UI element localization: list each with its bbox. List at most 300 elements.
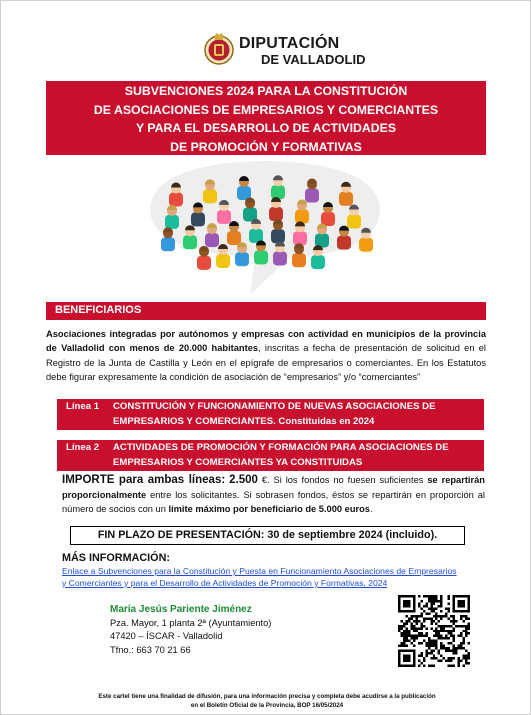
importe-text-3: entre los solicitantes. Si sobrasen fondos, éstos se repartirán en proporción al número de socios con un — [62, 489, 485, 515]
qr-module — [398, 595, 400, 597]
qr-module — [463, 615, 465, 617]
qr-module — [458, 605, 460, 607]
deadline-box: FIN PLAZO DE PRESENTACIÓN: 30 de septiembre 2024 (incluido). — [70, 526, 465, 545]
qr-module — [420, 627, 422, 629]
qr-module — [440, 627, 442, 629]
qr-module — [453, 630, 455, 632]
qr-module — [468, 600, 470, 602]
qr-module — [398, 602, 400, 604]
qr-module — [463, 595, 465, 597]
qr-module — [398, 605, 400, 607]
qr-module — [415, 620, 417, 622]
importe-text-5: . — [369, 504, 373, 515]
qr-module — [403, 622, 405, 624]
qr-module — [405, 615, 407, 617]
qr-module — [468, 622, 470, 624]
qr-module — [430, 605, 432, 607]
qr-module — [438, 620, 440, 622]
qr-module — [410, 637, 412, 639]
qr-module — [453, 607, 455, 609]
contact-block — [110, 603, 271, 657]
qr-module — [465, 595, 467, 597]
qr-module — [403, 642, 405, 644]
qr-module — [438, 600, 440, 602]
title-line: SUBVENCIONES 2024 PARA LA CONSTITUCIÓN — [124, 84, 408, 98]
qr-module — [435, 622, 437, 624]
beneficiarios-heading: BENEFICIARIOS — [55, 304, 142, 316]
qr-module — [398, 657, 400, 659]
qr-module — [448, 642, 450, 644]
qr-module — [443, 637, 445, 639]
qr-module — [405, 665, 407, 667]
qr-module — [413, 657, 415, 659]
qr-module — [410, 627, 412, 629]
contact-address-1: Pza. Mayor, 1 planta 2ª (Ayuntamiento) — [110, 617, 272, 628]
qr-module — [423, 635, 425, 637]
qr-module — [425, 627, 427, 629]
more-info-heading: MÁS INFORMACIÓN: — [62, 552, 170, 564]
footer-line-2: en el Boletín Oficial de la Provincia, BOP 16/05/2024 — [190, 701, 344, 709]
qr-module — [420, 655, 422, 657]
qr-module — [405, 640, 407, 642]
qr-module — [425, 617, 427, 619]
qr-module — [408, 602, 410, 604]
qr-module — [430, 595, 432, 597]
qr-module — [423, 657, 425, 659]
qr-module — [440, 660, 442, 662]
qr-module — [463, 637, 465, 639]
logo-line-2: DE VALLADOLID — [261, 52, 366, 67]
qr-module — [465, 657, 467, 659]
qr-module — [453, 620, 455, 622]
qr-module — [398, 662, 400, 664]
qr-module — [435, 632, 437, 634]
qr-module — [440, 610, 442, 612]
qr-module — [433, 620, 435, 622]
qr-module — [430, 642, 432, 644]
qr-module — [403, 655, 405, 657]
qr-module — [405, 650, 407, 652]
qr-module — [433, 600, 435, 602]
qr-module — [420, 662, 422, 664]
qr-module — [440, 615, 442, 617]
qr-module — [453, 602, 455, 604]
qr-module — [440, 637, 442, 639]
qr-module — [405, 655, 407, 657]
person-shirt — [271, 185, 285, 199]
person-shirt — [197, 256, 211, 270]
qr-module — [440, 602, 442, 604]
qr-module — [445, 612, 447, 614]
qr-module — [438, 652, 440, 654]
qr-module — [408, 657, 410, 659]
qr-module — [460, 632, 462, 634]
qr-module — [450, 635, 452, 637]
qr-module — [408, 660, 410, 662]
qr-module — [440, 600, 442, 602]
qr-module — [433, 645, 435, 647]
qr-module — [468, 657, 470, 659]
qr-module — [405, 645, 407, 647]
qr-module — [468, 607, 470, 609]
qr-module — [455, 647, 457, 649]
qr-module — [418, 627, 420, 629]
qr-module — [455, 610, 457, 612]
person-shirt — [269, 207, 283, 221]
importe-text — [62, 473, 485, 517]
qr-module — [398, 597, 400, 599]
qr-module — [443, 647, 445, 649]
qr-module — [413, 602, 415, 604]
qr-module — [433, 615, 435, 617]
qr-module — [448, 660, 450, 662]
qr-module — [453, 635, 455, 637]
qr-module — [413, 652, 415, 654]
qr-module — [448, 630, 450, 632]
qr-module — [435, 635, 437, 637]
qr-module — [453, 645, 455, 647]
qr-module — [433, 642, 435, 644]
qr-module — [413, 645, 415, 647]
qr-module — [410, 615, 412, 617]
qr-module — [435, 657, 437, 659]
qr-module — [423, 660, 425, 662]
qr-module — [420, 625, 422, 627]
qr-module — [400, 610, 402, 612]
qr-module — [435, 615, 437, 617]
beneficiarios-rest: , inscritas a fecha de presentación de solicitud en el Registro de la Junta de Castilla y León en el epígrafe de empresarios o comerciantes. En los Estatutos debe figurar expresamente la condición de asociación de “empresarios” y/o “comerciantes” — [46, 343, 486, 382]
qr-module — [453, 665, 455, 667]
qr-module — [465, 625, 467, 627]
qr-module — [425, 612, 427, 614]
qr-module — [428, 645, 430, 647]
qr-module — [445, 635, 447, 637]
title-line: DE PROMOCIÓN Y FORMATIVAS — [170, 139, 362, 154]
qr-module — [408, 665, 410, 667]
qr-module — [403, 645, 405, 647]
person-shirt — [311, 255, 325, 269]
qr-module — [460, 660, 462, 662]
qr-module — [398, 665, 400, 667]
qr-module — [440, 625, 442, 627]
qr-module — [458, 610, 460, 612]
qr-module — [440, 635, 442, 637]
qr-module — [468, 655, 470, 657]
qr-module — [413, 605, 415, 607]
qr-module — [460, 642, 462, 644]
qr-module — [428, 647, 430, 649]
person-shirt — [227, 231, 241, 245]
person-shirt — [217, 210, 231, 224]
contact-phone: Tfno.: 663 70 21 66 — [110, 644, 191, 655]
qr-module — [458, 602, 460, 604]
qr-module — [430, 627, 432, 629]
qr-module — [465, 650, 467, 652]
qr-module — [453, 657, 455, 659]
qr-module — [435, 630, 437, 632]
qr-module — [430, 657, 432, 659]
qr-module — [410, 635, 412, 637]
qr-module — [408, 640, 410, 642]
qr-module — [465, 615, 467, 617]
qr-module — [440, 645, 442, 647]
qr-module — [408, 605, 410, 607]
qr-module — [458, 625, 460, 627]
qr-module — [433, 607, 435, 609]
beneficiarios-heading-bar — [46, 302, 486, 320]
person-shirt — [161, 237, 175, 251]
qr-module — [425, 605, 427, 607]
qr-module — [450, 642, 452, 644]
qr-module — [465, 627, 467, 629]
qr-module — [428, 637, 430, 639]
qr-module — [430, 640, 432, 642]
qr-module — [433, 602, 435, 604]
qr-module — [440, 597, 442, 599]
qr-module — [415, 637, 417, 639]
qr-module — [433, 640, 435, 642]
qr-module — [405, 632, 407, 634]
qr-module — [433, 665, 435, 667]
qr-module — [463, 640, 465, 642]
qr-module — [423, 610, 425, 612]
qr-module — [408, 632, 410, 634]
qr-module — [405, 622, 407, 624]
qr-module — [398, 645, 400, 647]
qr-module — [398, 607, 400, 609]
qr-module — [463, 610, 465, 612]
qr-module — [430, 607, 432, 609]
person-shirt — [305, 189, 319, 203]
main-title — [46, 81, 486, 155]
importe-text-1: €. Si los fondos no fuesen suficientes — [257, 475, 428, 485]
qr-module — [438, 625, 440, 627]
qr-module — [433, 635, 435, 637]
qr-module — [413, 637, 415, 639]
qr-module — [428, 595, 430, 597]
qr-module — [448, 595, 450, 597]
qr-module — [410, 650, 412, 652]
qr-module — [453, 627, 455, 629]
qr-module — [423, 595, 425, 597]
qr-module — [468, 597, 470, 599]
qr-module — [433, 610, 435, 612]
qr-module — [430, 622, 432, 624]
qr-module — [463, 600, 465, 602]
qr-module — [410, 642, 412, 644]
person-shirt — [191, 212, 205, 226]
person-shirt — [216, 254, 230, 268]
qr-module — [465, 617, 467, 619]
qr-module — [468, 662, 470, 664]
qr-code-icon[interactable] — [398, 595, 470, 667]
qr-module — [398, 655, 400, 657]
qr-module — [463, 630, 465, 632]
qr-module — [418, 595, 420, 597]
qr-module — [463, 620, 465, 622]
qr-module — [418, 660, 420, 662]
qr-module — [448, 632, 450, 634]
qr-module — [453, 605, 455, 607]
qr-module — [433, 595, 435, 597]
qr-module — [413, 597, 415, 599]
qr-module — [403, 660, 405, 662]
qr-module — [448, 602, 450, 604]
qr-module — [460, 610, 462, 612]
qr-module — [413, 610, 415, 612]
qr-module — [425, 655, 427, 657]
qr-module — [445, 647, 447, 649]
qr-module — [465, 632, 467, 634]
qr-module — [440, 642, 442, 644]
qr-module — [468, 632, 470, 634]
qr-module — [415, 622, 417, 624]
qr-module — [408, 620, 410, 622]
qr-module — [413, 640, 415, 642]
qr-module — [430, 600, 432, 602]
qr-module — [398, 652, 400, 654]
qr-module — [435, 597, 437, 599]
qr-module — [413, 650, 415, 652]
qr-module — [413, 655, 415, 657]
qr-module — [415, 615, 417, 617]
qr-module — [415, 630, 417, 632]
qr-module — [415, 627, 417, 629]
qr-module — [413, 662, 415, 664]
qr-module — [443, 645, 445, 647]
qr-module — [455, 620, 457, 622]
qr-module — [410, 595, 412, 597]
qr-module — [450, 615, 452, 617]
qr-module — [418, 632, 420, 634]
qr-module — [443, 625, 445, 627]
qr-module — [460, 635, 462, 637]
qr-module — [448, 647, 450, 649]
qr-module — [450, 665, 452, 667]
qr-module — [435, 607, 437, 609]
qr-module — [440, 595, 442, 597]
title-line: Y PARA EL DESARROLLO DE ACTIVIDADES — [135, 121, 397, 135]
qr-module — [435, 640, 437, 642]
qr-module — [400, 632, 402, 634]
qr-module — [465, 635, 467, 637]
qr-module — [463, 665, 465, 667]
qr-module — [400, 635, 402, 637]
qr-module — [398, 650, 400, 652]
qr-module — [408, 655, 410, 657]
qr-module — [420, 607, 422, 609]
qr-module — [468, 652, 470, 654]
qr-module — [400, 650, 402, 652]
qr-module — [408, 600, 410, 602]
qr-module — [463, 602, 465, 604]
qr-module — [410, 610, 412, 612]
qr-module — [425, 595, 427, 597]
qr-module — [430, 665, 432, 667]
qr-module — [403, 625, 405, 627]
linea-1-text: CONSTITUCIÓN Y FUNCIONAMIENTO DE NUEVAS ASOCIACIONES DE EMPRESARIOS Y COMERCIANTES. Constituidas en 2024 — [113, 401, 436, 427]
qr-module — [443, 627, 445, 629]
person-shirt — [293, 231, 307, 245]
qr-module — [408, 650, 410, 652]
qr-module — [450, 620, 452, 622]
linea-2-bar — [57, 440, 484, 471]
qr-module — [465, 630, 467, 632]
qr-module — [403, 637, 405, 639]
qr-module — [455, 595, 457, 597]
qr-module — [420, 652, 422, 654]
qr-module — [418, 602, 420, 604]
qr-module — [413, 595, 415, 597]
qr-module — [438, 630, 440, 632]
qr-module — [413, 600, 415, 602]
qr-module — [400, 645, 402, 647]
qr-module — [423, 625, 425, 627]
qr-module — [468, 605, 470, 607]
subsidy-info-link[interactable]: Enlace a Subvenciones para la Constitución y Puesta en Funcionamiento Asociaciones de Empresarios y Comerciantes y para el Desarrollo de Actividades de Promoción y Formativas, 2024 — [62, 566, 457, 588]
qr-module — [430, 620, 432, 622]
qr-module — [420, 632, 422, 634]
qr-module — [428, 652, 430, 654]
qr-module — [413, 607, 415, 609]
qr-module — [398, 625, 400, 627]
qr-module — [423, 605, 425, 607]
qr-module — [403, 635, 405, 637]
qr-module — [440, 617, 442, 619]
footer-line-1: Este cartel tiene una finalidad de difusión, para una información precisa y completa debe acudirse a la publicación — [98, 693, 436, 700]
qr-module — [413, 615, 415, 617]
qr-module — [400, 620, 402, 622]
qr-module — [450, 632, 452, 634]
qr-module — [425, 645, 427, 647]
qr-module — [400, 625, 402, 627]
qr-module — [445, 615, 447, 617]
title-line: DE ASOCIACIONES DE EMPRESARIOS Y COMERCIANTES — [93, 102, 439, 117]
qr-module — [403, 657, 405, 659]
qr-module — [460, 602, 462, 604]
logo-line-1: DIPUTACIÓN — [239, 35, 340, 52]
qr-module — [405, 605, 407, 607]
importe-amount: 2.500 — [229, 474, 258, 486]
qr-module — [453, 617, 455, 619]
qr-module — [405, 610, 407, 612]
qr-module — [450, 630, 452, 632]
qr-module — [460, 617, 462, 619]
qr-module — [408, 630, 410, 632]
qr-module — [405, 600, 407, 602]
qr-module — [403, 640, 405, 642]
qr-module — [465, 662, 467, 664]
qr-module — [418, 665, 420, 667]
qr-module — [403, 650, 405, 652]
person-shirt — [254, 250, 268, 264]
qr-module — [425, 650, 427, 652]
person-shirt — [169, 193, 183, 207]
qr-module — [453, 597, 455, 599]
qr-module — [430, 597, 432, 599]
qr-module — [420, 642, 422, 644]
diputacion-logo — [203, 33, 366, 69]
qr-module — [455, 652, 457, 654]
qr-module — [405, 660, 407, 662]
qr-module — [448, 617, 450, 619]
qr-module — [408, 635, 410, 637]
qr-module — [400, 642, 402, 644]
qr-module — [423, 665, 425, 667]
qr-module — [465, 660, 467, 662]
qr-module — [458, 657, 460, 659]
qr-module — [413, 660, 415, 662]
